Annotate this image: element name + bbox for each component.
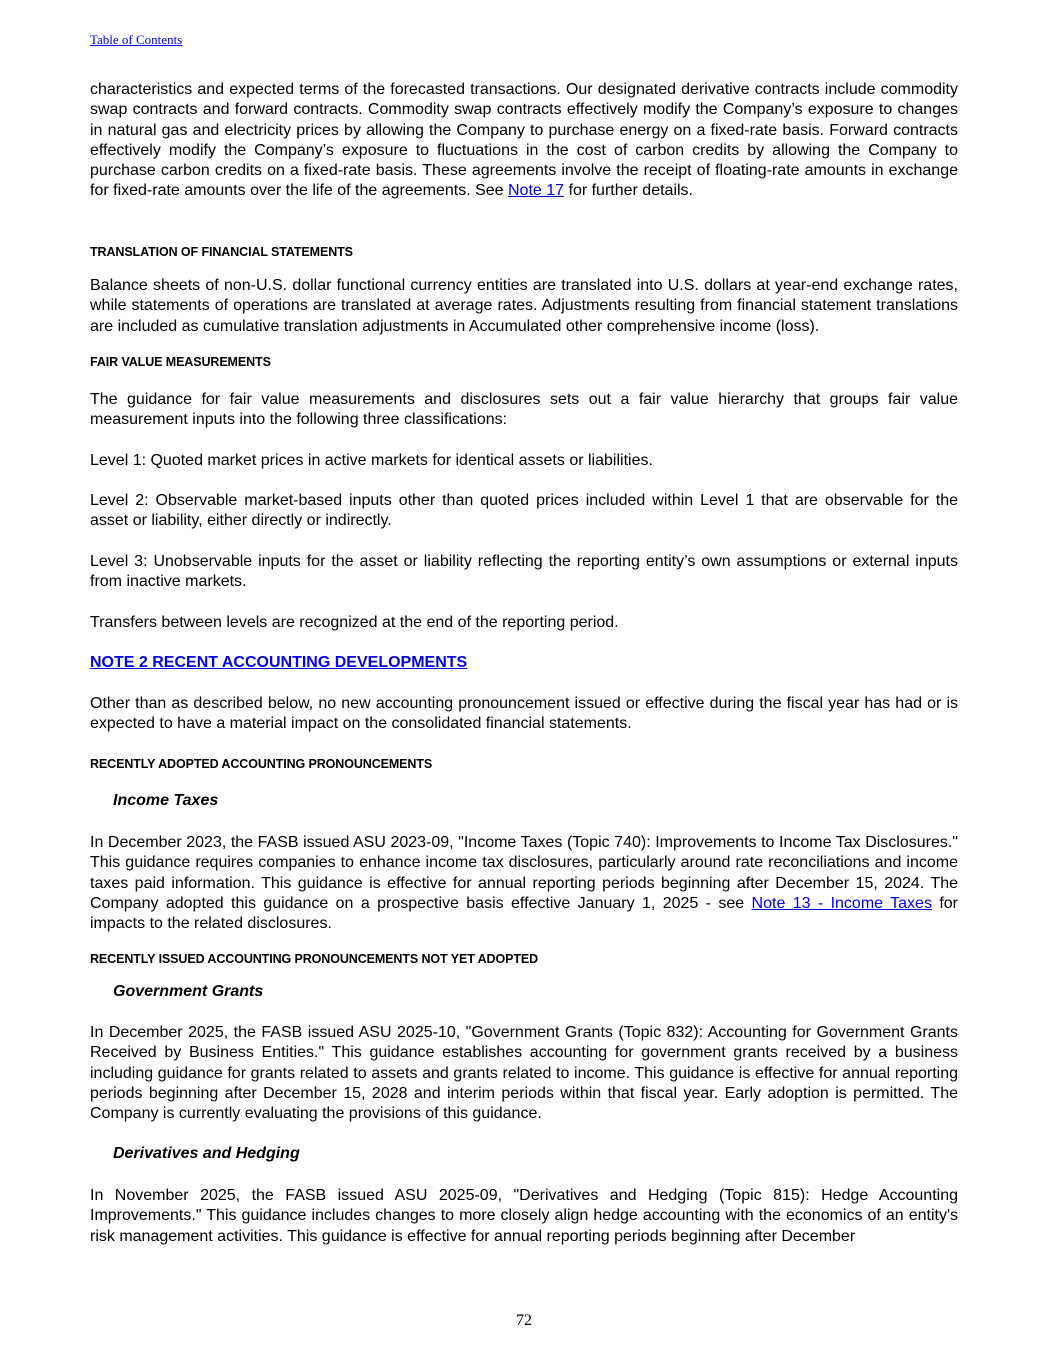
government-grants-paragraph: In December 2025, the FASB issued ASU 2025-10, "Government Grants (Topic 832): Accounting for Government Grants Received by Business Entities." This guidance establishes accounting for government grants received by a business including guidance for grants related to assets and grants related to income. This guidance is effective for annual reporting periods beginning after December 15, 2028 and interim periods within that fiscal year. Early adoption is permitted. The Company is currently evaluating the provisions of this guidance.: [90, 1024, 958, 1123]
adopted-heading: RECENTLY ADOPTED ACCOUNTING PRONOUNCEMENTS: [90, 757, 433, 771]
note-17-link[interactable]: Note 17: [508, 182, 565, 200]
paragraph-text: characteristics and expected terms of the forecasted transactions. Our designated derivative contracts include commodity swap contracts and forward contracts. Commodity swap contracts effectively modify the Company’s exposure to changes in natural gas and electricity prices by allowing the Company to purchase energy on a fixed-rate basis. Forward contracts effectively modify the Company’s exposure to fluctuations in the cost of carbon credits by allowing the Company to purchase carbon credits on a fixed-rate basis. These agreements involve the receipt of floating-rate amounts in exchange for fixed-rate amounts over the life of the agreements. See: [90, 81, 958, 200]
note-2-heading-link[interactable]: NOTE 2 RECENT ACCOUNTING DEVELOPMENTS: [90, 654, 468, 671]
level-1-paragraph: Level 1: Quoted market prices in active markets for identical assets or liabilities.: [90, 452, 653, 469]
page-number: 72: [516, 1312, 532, 1329]
table-of-contents-link[interactable]: Table of Contents: [90, 32, 183, 47]
paragraph-text: for impacts to the related disclosures.: [90, 894, 958, 933]
income-taxes-paragraph: [90, 833, 958, 934]
transfers-paragraph: Transfers between levels are recognized at the end of the reporting period.: [90, 614, 619, 631]
translation-paragraph: Balance sheets of non-U.S. dollar functional currency entities are translated into U.S. dollars at year-end exchange rates, while statements of operations are translated at average rates. Adjustments resulting from financial statement translations are included as cumulative translation adjustments in Accumulated other comprehensive income (loss).: [90, 277, 958, 335]
paragraph-text: for further details.: [564, 182, 693, 200]
paragraph-text: In December 2023, the FASB issued ASU 2023-09, "Income Taxes (Topic 740): Improvements to Income Tax Disclosures." This guidance requires companies to enhance income tax disclosures, particularly around rate reconciliations and income taxes paid information. This guidance is effective for annual reporting periods beginning after December 15, 2024. The Company adopted this guidance on a prospective basis effective January 1, 2025 - see: [90, 834, 958, 912]
level-3-paragraph: Level 3: Unobservable inputs for the asset or liability reflecting the reporting entity’s own assumptions or external inputs from inactive markets.: [90, 553, 958, 591]
note-13-income-taxes-link[interactable]: Note 13 - Income Taxes: [751, 894, 932, 912]
income-taxes-subheading: Income Taxes: [113, 792, 219, 809]
government-grants-subheading: Government Grants: [113, 983, 264, 1000]
derivatives-hedging-subheading: Derivatives and Hedging: [113, 1145, 300, 1162]
fair-value-heading: FAIR VALUE MEASUREMENTS: [90, 355, 271, 369]
derivatives-paragraph: [90, 80, 958, 202]
fair-value-intro: The guidance for fair value measurements and disclosures sets out a fair value hierarchy that groups fair value measurement inputs into the following three classifications:: [90, 391, 958, 429]
not-adopted-heading: RECENTLY ISSUED ACCOUNTING PRONOUNCEMENTS NOT YET ADOPTED: [90, 952, 539, 966]
note-2-intro: Other than as described below, no new accounting pronouncement issued or effective during the fiscal year has had or is expected to have a material impact on the consolidated financial statements.: [90, 695, 958, 733]
derivatives-hedging-paragraph: In November 2025, the FASB issued ASU 2025-09, "Derivatives and Hedging (Topic 815): Hedge Accounting Improvements." This guidance includes changes to more closely align hedge accounting with the economics of an entity's risk management activities. This guidance is effective for annual reporting periods beginning after December: [90, 1187, 958, 1245]
level-2-paragraph: Level 2: Observable market-based inputs other than quoted prices included within Level 1 that are observable for the asset or liability, either directly or indirectly.: [90, 492, 958, 530]
translation-heading: TRANSLATION OF FINANCIAL STATEMENTS: [90, 245, 353, 259]
